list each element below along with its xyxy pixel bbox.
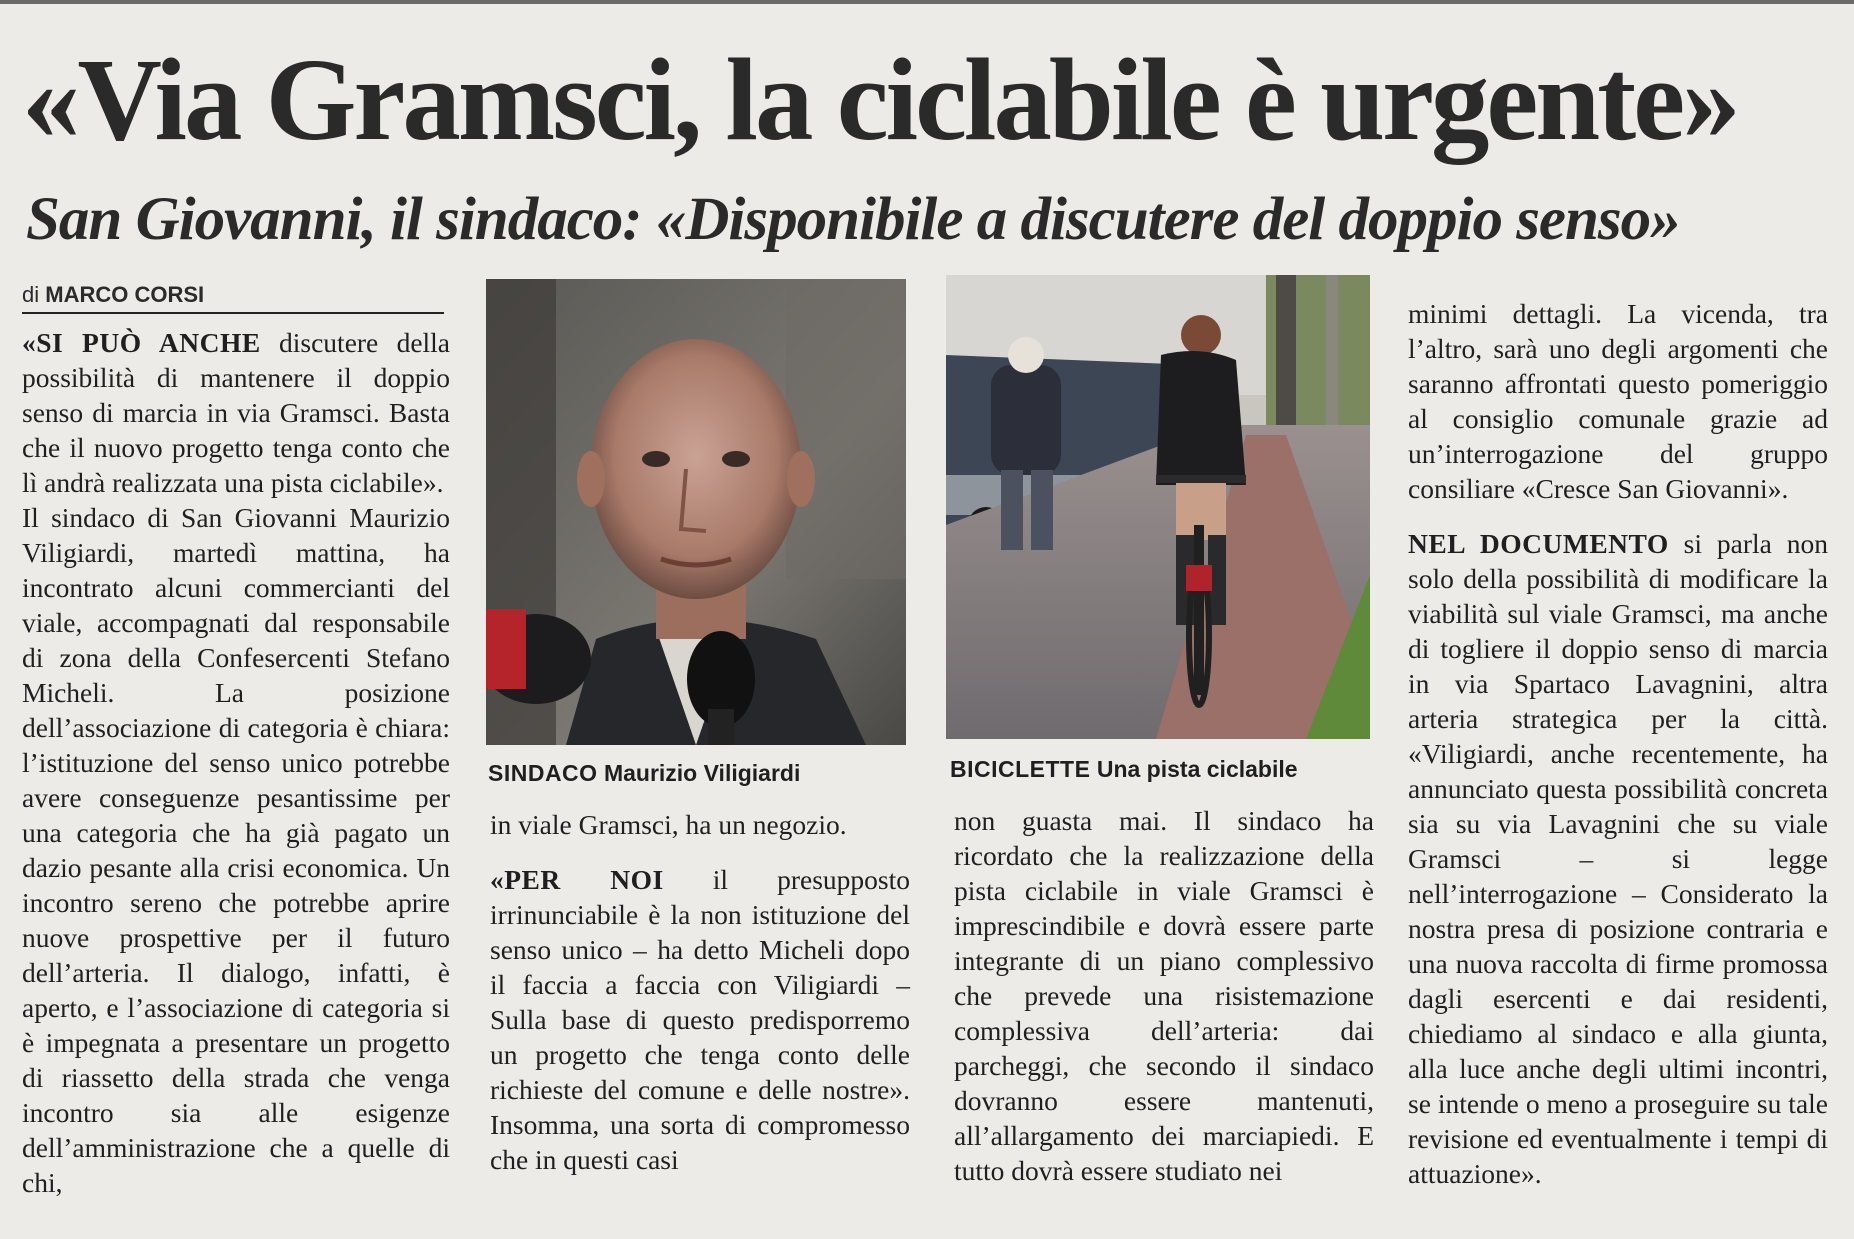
col4-paragraph-1: minimi dettagli. La vicenda, tra l’altro, sarà uno degli argomenti che saranno affrontati questo pomeriggio al consiglio comunale grazie ad un’interrogazione del gruppo consiliare «Cresce San Giovanni». <box>1408 298 1828 504</box>
column-3 <box>954 803 1374 1223</box>
col3-paragraph-1: non guasta mai. Il sindaco ha ricordato che la realizzazione della pista ciclabile in viale Gramsci è imprescindibile e dovrà essere parte integrante di un piano complessivo che prevede una risistemazione complessiva dell’arteria: dai parcheggi, che secondo il sindaco dovranno essere mantenuti, all’allargamento dei marciapiedi. E tutto dovrà essere studiato nei <box>954 805 1374 1186</box>
col1-paragraph-1 <box>22 325 450 500</box>
col2-paragraph-0: in viale Gramsci, ha un negozio. <box>490 809 847 840</box>
col1-lead: «SI PUÒ ANCHE <box>22 327 261 358</box>
byline-prefix: di <box>22 282 40 307</box>
photo-bike-caption <box>950 752 1374 786</box>
column-4 <box>1408 296 1828 1231</box>
photo-mayor <box>486 279 906 745</box>
photo-mayor-caption <box>488 756 908 790</box>
column-2 <box>490 807 910 1227</box>
col4-lead: NEL DOCUMENTO <box>1408 528 1669 559</box>
byline-author: MARCO CORSI <box>45 282 205 307</box>
caption-text-mayor: Maurizio Viligiardi <box>603 760 801 786</box>
caption-kicker-mayor: SINDACO <box>488 760 598 786</box>
col4-text-2: si parla non solo della possibilità di modificare la viabilità sul viale Gramsci, ma anche di togliere il doppio senso di marcia in via Spartaco Lavagnini, altra arteria strategica per la città. «Viligiardi, anche recentemente, ha annunciato questa possibilità concreta sia su via Lavagnini che su viale Gramsci – si legge nell’interrogazione – Considerato la nostra presa di posizione contraria e una nuova raccolta di firme promossa dagli esercenti e dai residenti, chiediamo al sindaco e alla giunta, alla luce anche degli ultimi incontri, se intende o meno a proseguire su tale revisione ed eventualmente i tempi di attuazione». <box>1408 528 1828 1189</box>
top-rule <box>0 0 1854 4</box>
column-1 <box>22 325 450 1230</box>
col2-lead: «PER NOI <box>490 864 664 895</box>
byline <box>22 278 444 314</box>
photo-bike-lane <box>946 275 1370 739</box>
subheadline: San Giovanni, il sindaco: «Disponibile a discutere del doppio senso» <box>26 186 1680 253</box>
caption-text-bike: Una pista ciclabile <box>1096 756 1298 782</box>
cyclist-photo-icon <box>946 275 1370 739</box>
col2-paragraph-1 <box>490 862 910 1177</box>
col1-paragraph-2: Il sindaco di San Giovanni Maurizio Viligiardi, martedì mattina, ha incontrato alcuni commercianti del viale, accompagnati dal responsabile di zona della Confesercenti Stefano Micheli. La posizione dell’associazione di categoria è chiara: l’istituzione del senso unico potrebbe avere conseguenze pesantissime per una categoria che ha già pagato un dazio pesante alla crisi economica. Un incontro sereno che potrebbe aprire nuove prospettive per il futuro dell’arteria. Il dialogo, infatti, è aperto, e l’associazione di categoria si è impegnata a presentare un progetto di riassetto della strada che venga incontro sia alle esigenze dell’amministrazione che a quelle di chi, <box>22 502 450 1198</box>
col4-paragraph-2 <box>1408 526 1828 1191</box>
col2-text-1: il presupposto irrinunciabile è la non istituzione del senso unico – ha detto Micheli dopo il faccia a faccia con Viligiardi – Sulla base di questo predisporremo un progetto che tenga conto delle richieste del comune e delle nostre». Insomma, una sorta di compromesso che in questi casi <box>490 864 910 1175</box>
headline: «Via Gramsci, la ciclabile è urgente» <box>22 34 1738 165</box>
portrait-photo-icon <box>486 279 906 745</box>
caption-kicker-bike: BICICLETTE <box>950 756 1091 782</box>
col1-text-1: discutere della possibilità di mantenere il doppio senso di marcia in via Gramsci. Basta che il nuovo progetto tenga conto che lì andrà realizzata una pista ciclabile». <box>22 327 451 498</box>
